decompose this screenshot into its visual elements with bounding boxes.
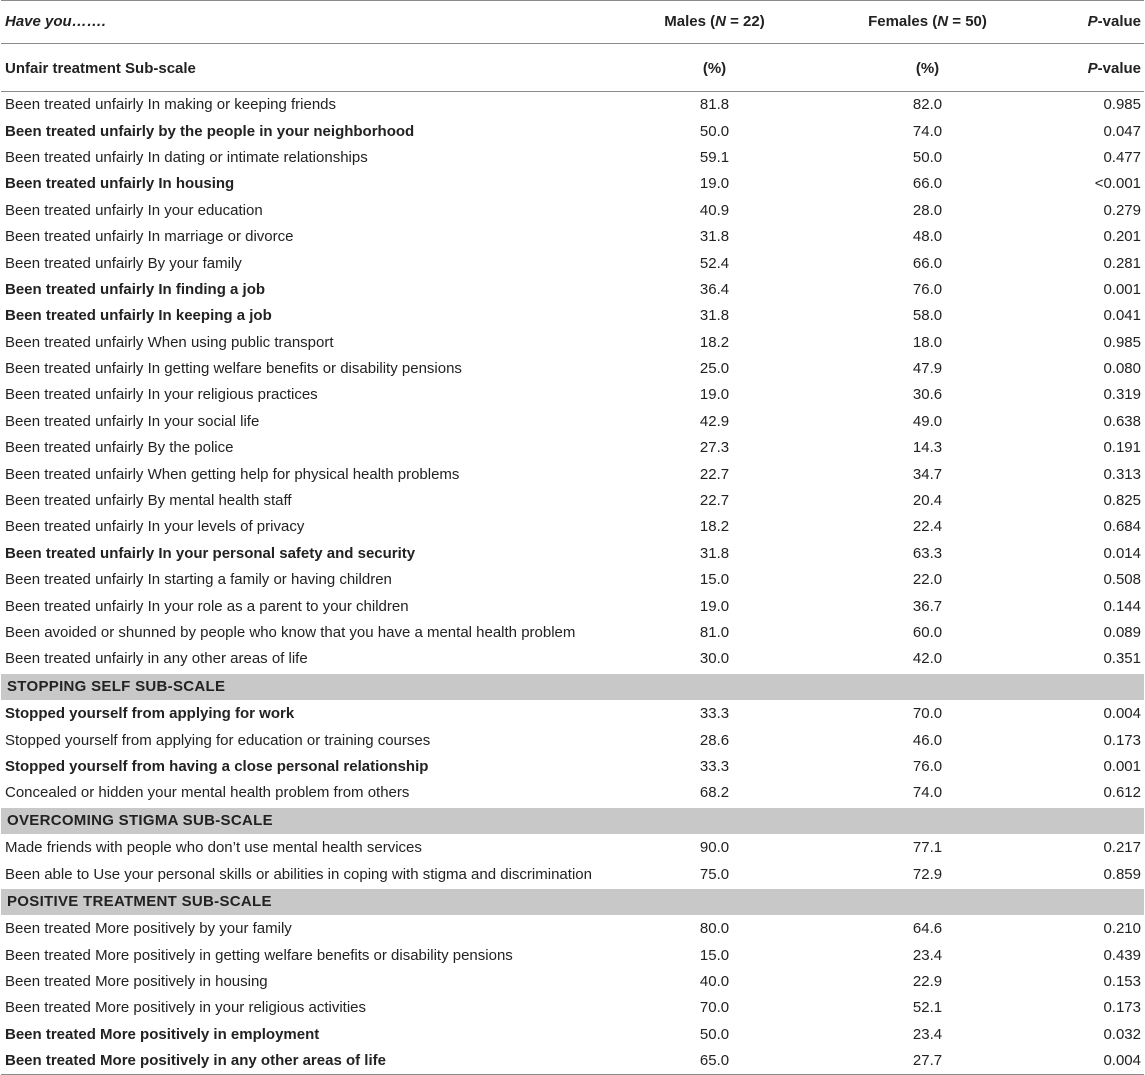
- row-label: Been treated unfairly In your levels of privacy: [5, 518, 305, 536]
- section-stopping-self: [1, 673, 1144, 700]
- row-males: 68.2: [699, 784, 730, 802]
- row-p-value: 0.217: [1103, 839, 1141, 857]
- row-label: Stopped yourself from having a close personal relationship: [5, 757, 429, 775]
- row-females: 76.0: [912, 757, 943, 775]
- table-row: [1, 700, 1144, 727]
- row-label: Been treated unfairly In keeping a job: [5, 307, 272, 325]
- subheader-p-value: P-value: [1087, 60, 1141, 77]
- table-row: [1, 834, 1144, 861]
- row-p-value: 0.859: [1103, 865, 1141, 883]
- section-positive-treatment: [1, 888, 1144, 915]
- row-males: 52.4: [699, 254, 730, 272]
- row-males: 40.9: [699, 201, 730, 219]
- row-females: 23.4: [912, 946, 943, 964]
- row-label: Been treated unfairly in any other areas of life: [5, 650, 308, 668]
- row-p-value: 0.004: [1103, 705, 1141, 723]
- row-females: 30.6: [912, 386, 943, 404]
- row-females: 49.0: [912, 412, 943, 430]
- table-row: [1, 916, 1144, 943]
- section-title: POSITIVE TREATMENT SUB-SCALE: [1, 888, 1144, 915]
- row-label: Been treated unfairly In your role as a parent to your children: [5, 597, 409, 615]
- row-females: 63.3: [912, 544, 943, 562]
- row-label: Been treated unfairly In starting a family or having children: [5, 571, 392, 589]
- table-row: [1, 330, 1144, 356]
- table-row: [1, 145, 1144, 171]
- results-table: [1, 0, 1144, 1075]
- row-females: 74.0: [912, 122, 943, 140]
- section-title: OVERCOMING STIGMA SUB-SCALE: [1, 807, 1144, 834]
- row-label: Been treated More positively in housing: [5, 973, 268, 991]
- row-females: 72.9: [912, 865, 943, 883]
- row-label: Stopped yourself from applying for work: [5, 705, 295, 723]
- row-males: 75.0: [699, 865, 730, 883]
- row-males: 65.0: [621, 1048, 808, 1075]
- row-females: 28.0: [912, 201, 943, 219]
- row-males: 59.1: [699, 148, 730, 166]
- row-p-value: 0.014: [1103, 544, 1141, 562]
- table-row: [1, 92, 1144, 119]
- row-females: 64.6: [912, 920, 943, 938]
- row-label: Been treated More positively in any other areas of life: [1, 1048, 621, 1075]
- row-females: 18.0: [912, 333, 943, 351]
- row-females: 58.0: [912, 307, 943, 325]
- row-females: 22.4: [912, 518, 943, 536]
- row-p-value: 0.313: [1103, 465, 1141, 483]
- row-males: 36.4: [699, 280, 730, 298]
- row-label: Been treated More positively in your religious activities: [5, 999, 367, 1017]
- row-label: Been treated unfairly by the people in your neighborhood: [5, 122, 415, 140]
- table-row: [1, 118, 1144, 144]
- table-row: [1, 943, 1144, 969]
- row-label: Been able to Use your personal skills or abilities in coping with stigma and discrimination: [5, 865, 592, 883]
- row-label: Been treated unfairly In your personal safety and security: [5, 544, 416, 562]
- row-p-value: 0.281: [1103, 254, 1141, 272]
- row-males: 50.0: [699, 1025, 730, 1043]
- row-males: 22.7: [699, 492, 730, 510]
- row-males: 19.0: [699, 175, 730, 193]
- row-males: 42.9: [699, 412, 730, 430]
- row-females: 70.0: [912, 705, 943, 723]
- row-females: 47.9: [912, 360, 943, 378]
- subheader-row: [1, 44, 1144, 92]
- row-males: 80.0: [699, 920, 730, 938]
- row-p-value: 0.153: [1103, 973, 1141, 991]
- row-p-value: 0.191: [1103, 439, 1141, 457]
- row-label: Stopped yourself from applying for education or training courses: [5, 731, 431, 749]
- table-row: [1, 250, 1144, 276]
- header-label: Have you…….: [1, 1, 621, 44]
- row-males: 15.0: [699, 946, 730, 964]
- row-label: Been treated unfairly In finding a job: [5, 280, 266, 298]
- row-label: Been treated unfairly By mental health staff: [5, 492, 292, 510]
- row-males: 40.0: [699, 973, 730, 991]
- row-females: 66.0: [912, 254, 943, 272]
- row-p-value: 0.638: [1103, 412, 1141, 430]
- table-row: [1, 198, 1144, 224]
- row-males: 27.3: [699, 439, 730, 457]
- row-label: Made friends with people who don’t use mental health services: [5, 839, 422, 857]
- table-row: [1, 754, 1144, 780]
- table-row: [1, 593, 1144, 619]
- row-females: 22.0: [912, 571, 943, 589]
- row-males: 81.0: [699, 624, 730, 641]
- table-row: [1, 488, 1144, 514]
- row-males: 31.8: [699, 228, 730, 246]
- row-label: Been treated More positively in getting welfare benefits or disability pensions: [5, 946, 513, 964]
- table-row: [1, 969, 1144, 995]
- header-row: [1, 1, 1144, 44]
- row-p-value: <0.001: [1094, 175, 1141, 193]
- row-label: Been treated unfairly By the police: [5, 439, 234, 457]
- row-males: 18.2: [699, 518, 730, 536]
- row-p-value: 0.004: [1047, 1048, 1144, 1075]
- table-row: [1, 567, 1144, 593]
- header-males: Males (N = 22): [621, 1, 808, 44]
- row-males: 31.8: [699, 307, 730, 325]
- row-females: 23.4: [912, 1025, 943, 1043]
- row-label: Been treated unfairly In dating or intimate relationships: [5, 148, 368, 166]
- row-p-value: 0.985: [1103, 333, 1141, 351]
- table-row: [1, 356, 1144, 382]
- table-row: [1, 224, 1144, 250]
- row-females: 34.7: [912, 465, 943, 483]
- row-males: 25.0: [699, 360, 730, 378]
- row-label: Been treated More positively in employment: [5, 1025, 320, 1043]
- row-males: 18.2: [699, 333, 730, 351]
- row-p-value: 0.985: [1103, 96, 1141, 114]
- row-p-value: 0.684: [1103, 518, 1141, 536]
- row-p-value: 0.089: [1103, 624, 1141, 641]
- row-males: 31.8: [699, 544, 730, 562]
- row-males: 90.0: [699, 839, 730, 857]
- row-label: Been avoided or shunned by people who know that you have a mental health problem: [5, 624, 576, 641]
- row-p-value: 0.508: [1103, 571, 1141, 589]
- row-p-value: 0.612: [1103, 784, 1141, 802]
- table-row: [1, 646, 1144, 673]
- row-p-value: 0.439: [1103, 946, 1141, 964]
- row-males: 33.3: [699, 757, 730, 775]
- row-females: 48.0: [912, 228, 943, 246]
- row-p-value: 0.041: [1103, 307, 1141, 325]
- row-label: Been treated unfairly When getting help for physical health problems: [5, 465, 460, 483]
- row-label: Been treated unfairly In your social life: [5, 412, 260, 430]
- row-females: 66.0: [912, 175, 943, 193]
- row-males: 30.0: [699, 650, 730, 668]
- table-row: [1, 277, 1144, 303]
- row-label: Been treated unfairly In your religious practices: [5, 386, 318, 404]
- subheader-females: (%): [915, 60, 940, 77]
- row-males: 19.0: [699, 597, 730, 615]
- row-females: 20.4: [912, 492, 943, 510]
- row-males: 15.0: [699, 571, 730, 589]
- row-females: 60.0: [912, 624, 943, 641]
- row-p-value: 0.210: [1103, 920, 1141, 938]
- table-row: [1, 303, 1144, 329]
- row-p-value: 0.047: [1103, 122, 1141, 140]
- header-females: Females (N = 50): [808, 1, 1047, 44]
- table-row: [1, 780, 1144, 807]
- row-label: Been treated More positively by your family: [5, 920, 292, 938]
- header-p-value: P-value: [1047, 1, 1144, 44]
- row-p-value: 0.001: [1103, 757, 1141, 775]
- row-females: 22.9: [912, 973, 943, 991]
- table-row: [1, 171, 1144, 197]
- table-row: [1, 409, 1144, 435]
- row-label: Been treated unfairly In making or keeping friends: [5, 96, 337, 114]
- section-title: STOPPING SELF SUB-SCALE: [1, 673, 1144, 700]
- row-label: Been treated unfairly In marriage or divorce: [5, 228, 294, 246]
- row-p-value: 0.080: [1103, 360, 1141, 378]
- row-females: 52.1: [912, 999, 943, 1017]
- row-label: Been treated unfairly In your education: [5, 201, 263, 219]
- row-label: Concealed or hidden your mental health problem from others: [5, 784, 410, 802]
- subheader-label: Unfair treatment Sub-scale: [5, 60, 196, 77]
- row-p-value: 0.173: [1103, 731, 1141, 749]
- row-females: 74.0: [912, 784, 943, 802]
- table-row: [1, 995, 1144, 1021]
- row-p-value: 0.279: [1103, 201, 1141, 219]
- table-row: [1, 620, 1144, 646]
- row-females: 77.1: [912, 839, 943, 857]
- table-row: [1, 1022, 1144, 1048]
- row-females: 50.0: [912, 148, 943, 166]
- row-p-value: 0.201: [1103, 228, 1141, 246]
- row-label: Been treated unfairly By your family: [5, 254, 242, 272]
- row-p-value: 0.144: [1103, 597, 1141, 615]
- subheader-males: (%): [702, 60, 727, 77]
- row-label: Been treated unfairly When using public transport: [5, 333, 334, 351]
- row-females: 27.7: [808, 1048, 1047, 1075]
- row-males: 50.0: [699, 122, 730, 140]
- row-label: Been treated unfairly In getting welfare benefits or disability pensions: [5, 360, 462, 378]
- row-p-value: 0.032: [1103, 1025, 1141, 1043]
- section-overcoming-stigma: [1, 807, 1144, 834]
- table-row: [1, 382, 1144, 408]
- row-males: 81.8: [699, 96, 730, 114]
- row-females: 82.0: [912, 96, 943, 114]
- row-males: 19.0: [699, 386, 730, 404]
- table-row: [1, 541, 1144, 567]
- table-row: [1, 727, 1144, 753]
- row-females: 42.0: [912, 650, 943, 668]
- row-p-value: 0.319: [1103, 386, 1141, 404]
- row-p-value: 0.001: [1103, 280, 1141, 298]
- row-p-value: 0.825: [1103, 492, 1141, 510]
- row-p-value: 0.173: [1103, 999, 1141, 1017]
- table-row: [1, 461, 1144, 487]
- row-females: 36.7: [912, 597, 943, 615]
- row-p-value: 0.351: [1103, 650, 1141, 668]
- table-row: [1, 514, 1144, 540]
- row-females: 14.3: [912, 439, 943, 457]
- row-males: 22.7: [699, 465, 730, 483]
- row-females: 76.0: [912, 280, 943, 298]
- row-males: 70.0: [699, 999, 730, 1017]
- row-males: 28.6: [699, 731, 730, 749]
- table-row: [1, 861, 1144, 888]
- row-females: 46.0: [912, 731, 943, 749]
- row-p-value: 0.477: [1103, 148, 1141, 166]
- table-row: [1, 435, 1144, 461]
- row-label: Been treated unfairly In housing: [5, 175, 235, 193]
- row-males: 33.3: [699, 705, 730, 723]
